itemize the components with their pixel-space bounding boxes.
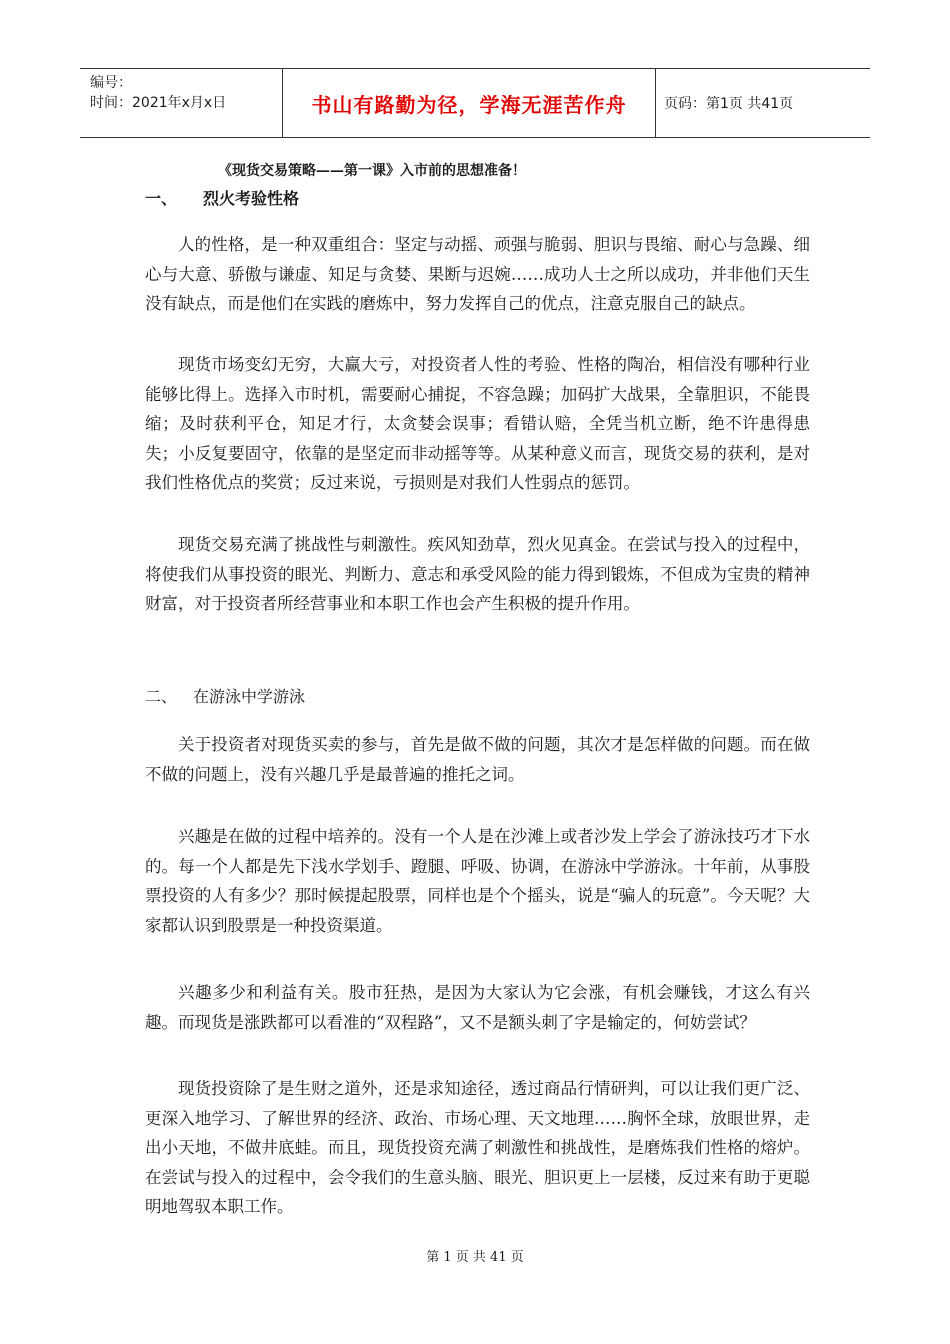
paragraph: 现货市场变幻无穷，大赢大亏，对投资者人性的考验、性格的陶冶，相信没有哪种行业能够比得上。选择入市时机，需要耐心捕捉，不容急躁；加码扩大战果，全靠胆识，不能畏缩；及时获利平仓，知足才行，太贪婪会误事；看错认赔，全凭当机立断，绝不许患得患失；小反复要固守，依靠的是坚定而非动摇等等。从某种意义而言，现货交易的获利，是对我们性格优点的奖赏；反过来说，亏损则是对我们人性弱点的惩罚。: [145, 355, 810, 492]
header-slogan: 书山有路勤为径，学海无涯苦作舟: [282, 69, 656, 137]
page-footer: 第 1 页 共 41 页: [426, 1250, 524, 1265]
paragraph: 人的性格，是一种双重组合：坚定与动摇、顽强与脆弱、胆识与畏缩、耐心与急躁、细心与大意、骄傲与谦虚、知足与贪婪、果断与迟婉……成功人士之所以成功，并非他们天生没有缺点，而是他们在实践的磨炼中，努力发挥自己的优点，注意克服自己的缺点。: [145, 235, 810, 313]
paragraph: 现货投资除了是生财之道外，还是求知途径，透过商品行情研判，可以让我们更广泛、更深入地学习、了解世界的经济、政治、市场心理、天文地理……胸怀全球，放眼世界，走出小天地，不做井底蛙。而且，现货投资充满了刺激性和挑战性，是磨炼我们性格的熔炉。在尝试与投入的过程中，会令我们的生意头脑、眼光、胆识更上一层楼，反过来有助于更聪明地驾驭本职工作。: [145, 1079, 810, 1216]
paragraph: 兴趣是在做的过程中培养的。没有一个人是在沙滩上或者沙发上学会了游泳技巧才下水的。每一个人都是先下浅水学划手、蹬腿、呼吸、协调，在游泳中学游泳。十年前，从事股票投资的人有多少？那时候提起股票，同样也是个个摇头，说是“骗人的玩意”。今天呢？大家都认识到股票是一种投资渠道。: [145, 827, 810, 935]
page-header: [80, 68, 870, 138]
header-meta-cell: [80, 69, 282, 137]
document-time-label: 时间：2021年x月x日: [90, 95, 227, 111]
header-page-info: 页码：第1页 共41页: [664, 96, 794, 112]
section-heading-2: [145, 684, 305, 707]
section-title: 烈火考验性格: [203, 189, 300, 208]
document-number-label: 编号：: [90, 75, 132, 91]
paragraph: 兴趣多少和利益有关。股市狂热，是因为大家认为它会涨，有机会赚钱，才这么有兴趣。而现货是涨跌都可以看准的“双程路”，又不是额头刺了字是输定的，何妨尝试？: [145, 983, 810, 1032]
section-number: 一、: [145, 189, 178, 208]
section-title: 在游泳中学游泳: [193, 687, 306, 706]
section-number: 二、: [145, 687, 178, 706]
section-heading-1: [145, 186, 299, 209]
paragraph: 关于投资者对现货买卖的参与，首先是做不做的问题，其次才是怎样做的问题。而在做不做的问题上，没有兴趣几乎是最普遍的推托之词。: [145, 735, 810, 784]
document-title: 《现货交易策略——第一课》入市前的思想准备！: [218, 163, 526, 179]
paragraph: 现货交易充满了挑战性与刺激性。疾风知劲草，烈火见真金。在尝试与投入的过程中，将使我们从事投资的眼光、判断力、意志和承受风险的能力得到锻炼，不但成为宝贵的精神财富，对于投资者所经营事业和本职工作也会产生积极的提升作用。: [145, 535, 810, 613]
